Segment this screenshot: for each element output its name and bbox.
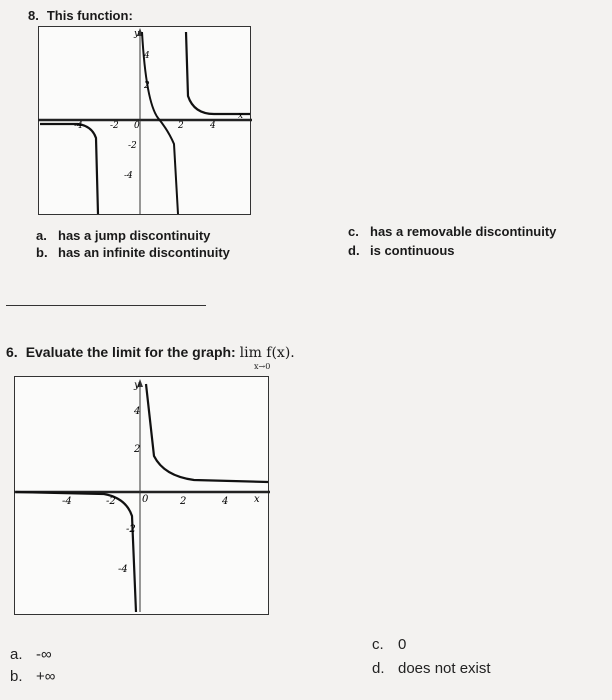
q6-x-tick-0: 0 [142,494,149,505]
q8-x-axis-label: x [238,111,244,121]
q8-option-c[interactable] [348,224,556,239]
q8-x-tick-2: 2 [178,121,184,131]
q6-x-tick-neg4: -4 [62,496,72,507]
question-8-prompt: This function: [46,8,133,23]
q8-x-tick-neg2: -2 [110,121,119,131]
answer-blank-line [6,305,206,306]
q8-y-tick-2: 2 [144,81,150,91]
q6-option-c[interactable] [372,636,406,653]
q8-option-a-text: has a jump discontinuity [58,228,211,243]
q6-option-c-letter: c. [372,636,384,653]
question-6-limit-expression: lim f(x). [239,345,295,361]
q6-y-tick-neg4: -4 [118,564,128,575]
q6-x-tick-neg2: -2 [106,496,116,507]
q8-y-tick-neg4: -4 [124,171,133,181]
q6-option-d-letter: d. [372,660,385,677]
q8-x-tick-4: 4 [210,121,216,131]
q8-option-a[interactable] [36,228,210,243]
q6-x-tick-2: 2 [180,496,187,507]
question-8-title [28,8,133,23]
q8-y-tick-neg2: -2 [128,141,137,151]
q6-option-c-text: 0 [398,636,407,653]
q6-y-tick-neg2: -2 [126,524,136,535]
q8-option-d[interactable] [348,243,455,258]
question-6-prompt: Evaluate the limit for the graph: [25,344,236,360]
q6-y-tick-4: 4 [134,406,141,417]
q8-option-b-text: has an infinite discontinuity [58,245,230,260]
q6-y-tick-2: 2 [134,444,141,455]
q6-option-a[interactable] [10,646,52,663]
question-6-title [6,344,295,361]
q8-option-a-letter: a. [36,228,47,243]
q8-option-d-letter: d. [348,243,360,258]
question-6-limit-subscript: x→0 [254,362,271,371]
q8-option-b[interactable] [36,245,230,260]
q6-x-tick-4: 4 [222,496,229,507]
q8-option-d-text: is continuous [370,243,455,258]
q8-x-tick-neg4: -4 [74,121,83,131]
q8-option-b-letter: b. [36,245,48,260]
q6-y-axis-label: y [134,380,140,391]
q8-y-axis-label: y [134,29,140,39]
q6-option-a-text: -∞ [36,646,52,663]
q6-option-d-text: does not exist [398,660,491,677]
q8-y-tick-4: 4 [144,51,150,61]
q6-option-b-text: +∞ [36,668,56,685]
q6-option-b[interactable] [10,668,55,685]
q6-option-d[interactable] [372,660,491,677]
question-6-number: 6. [6,344,18,360]
q6-x-axis-label: x [254,494,260,505]
q6-option-a-letter: a. [10,646,23,663]
question-6-graph [14,376,270,616]
question-8-graph [38,26,252,216]
q8-option-c-text: has a removable discontinuity [370,224,557,239]
question-8-number: 8. [28,8,39,23]
q6-option-b-letter: b. [10,668,23,685]
q8-option-c-letter: c. [348,224,359,239]
q8-x-tick-0: 0 [134,121,140,131]
